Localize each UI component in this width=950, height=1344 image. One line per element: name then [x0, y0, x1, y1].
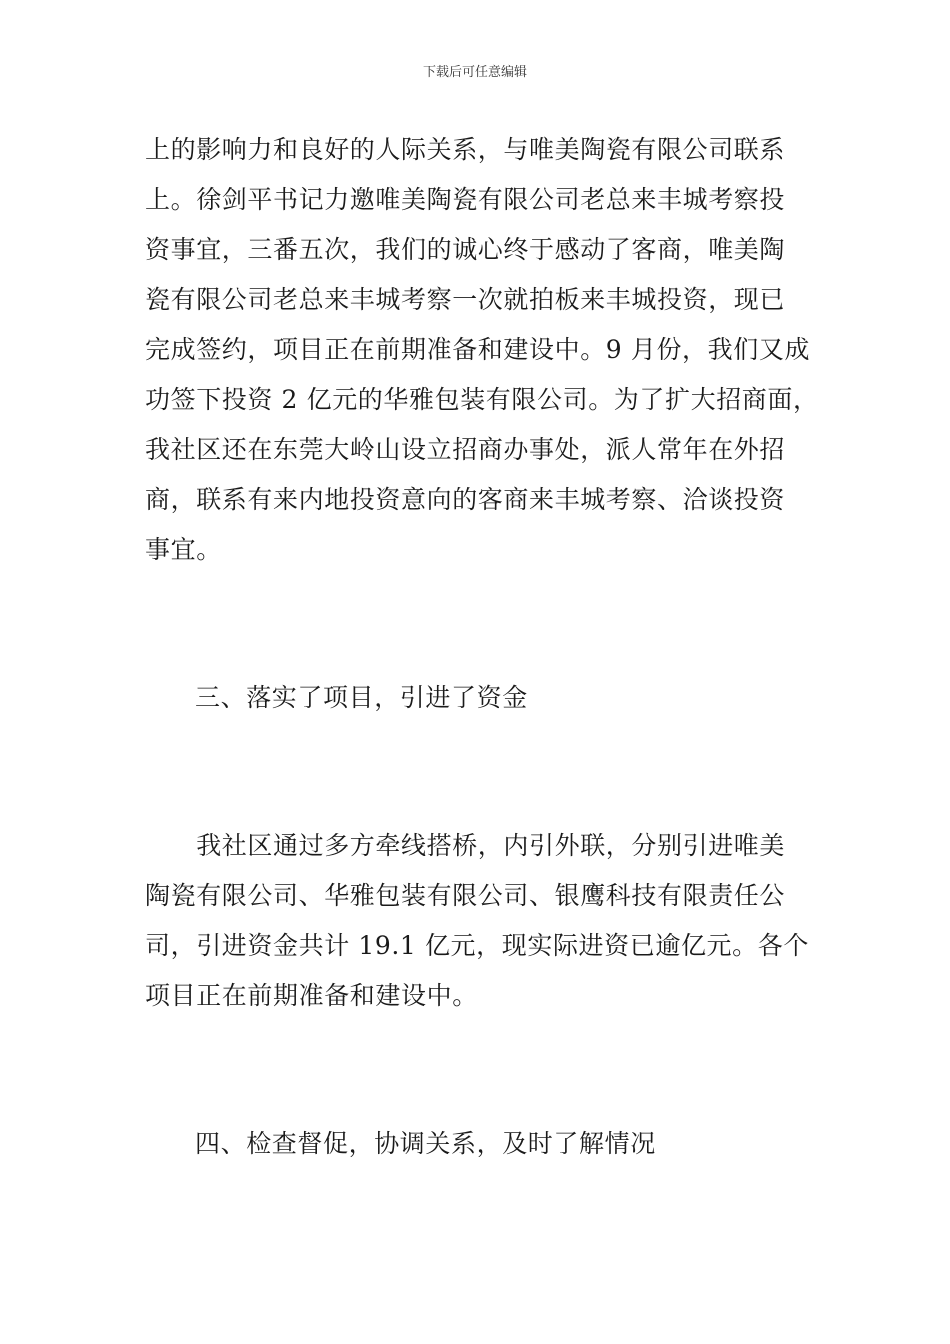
- text-line: 我社区通过多方牵线搭桥，内引外联，分别引进唯美: [145, 831, 786, 860]
- paragraph-projects-funding: [145, 821, 810, 1021]
- text-line: 上的影响力和良好的人际关系，与唯美陶瓷有限公司联系: [145, 135, 786, 164]
- text-line: 瓷有限公司老总来丰城考察一次就拍板来丰城投资，现已: [145, 285, 786, 314]
- text-line: 资事宜，三番五次，我们的诚心终于感动了客商，唯美陶: [145, 235, 786, 264]
- text-line: 陶瓷有限公司、华雅包装有限公司、银鹰科技有限责任公: [145, 881, 786, 910]
- text-line: 我社区还在东莞大岭山设立招商办事处，派人常年在外招: [145, 435, 786, 464]
- section-heading-4: 四、检查督促，协调关系，及时了解情况: [195, 1129, 656, 1158]
- page-header: 下载后可任意编辑: [422, 65, 527, 80]
- text-line: 完成签约，项目正在前期准备和建设中。9 月份，我们又成: [145, 335, 811, 364]
- section-heading-3: 三、落实了项目，引进了资金: [195, 683, 528, 712]
- text-line: 上。徐剑平书记力邀唯美陶瓷有限公司老总来丰城考察投: [145, 185, 786, 214]
- text-line: 项目正在前期准备和建设中。: [145, 981, 478, 1010]
- text-line: 商，联系有来内地投资意向的客商来丰城考察、洽谈投资: [145, 485, 786, 514]
- text-line: 功签下投资 2 亿元的华雅包装有限公司。为了扩大招商面，: [145, 385, 819, 414]
- paragraph-investment-promotion: [145, 125, 819, 575]
- text-line: 司，引进资金共计 19.1 亿元，现实际进资已逾亿元。各个: [145, 931, 809, 960]
- text-line: 事宜。: [145, 535, 222, 564]
